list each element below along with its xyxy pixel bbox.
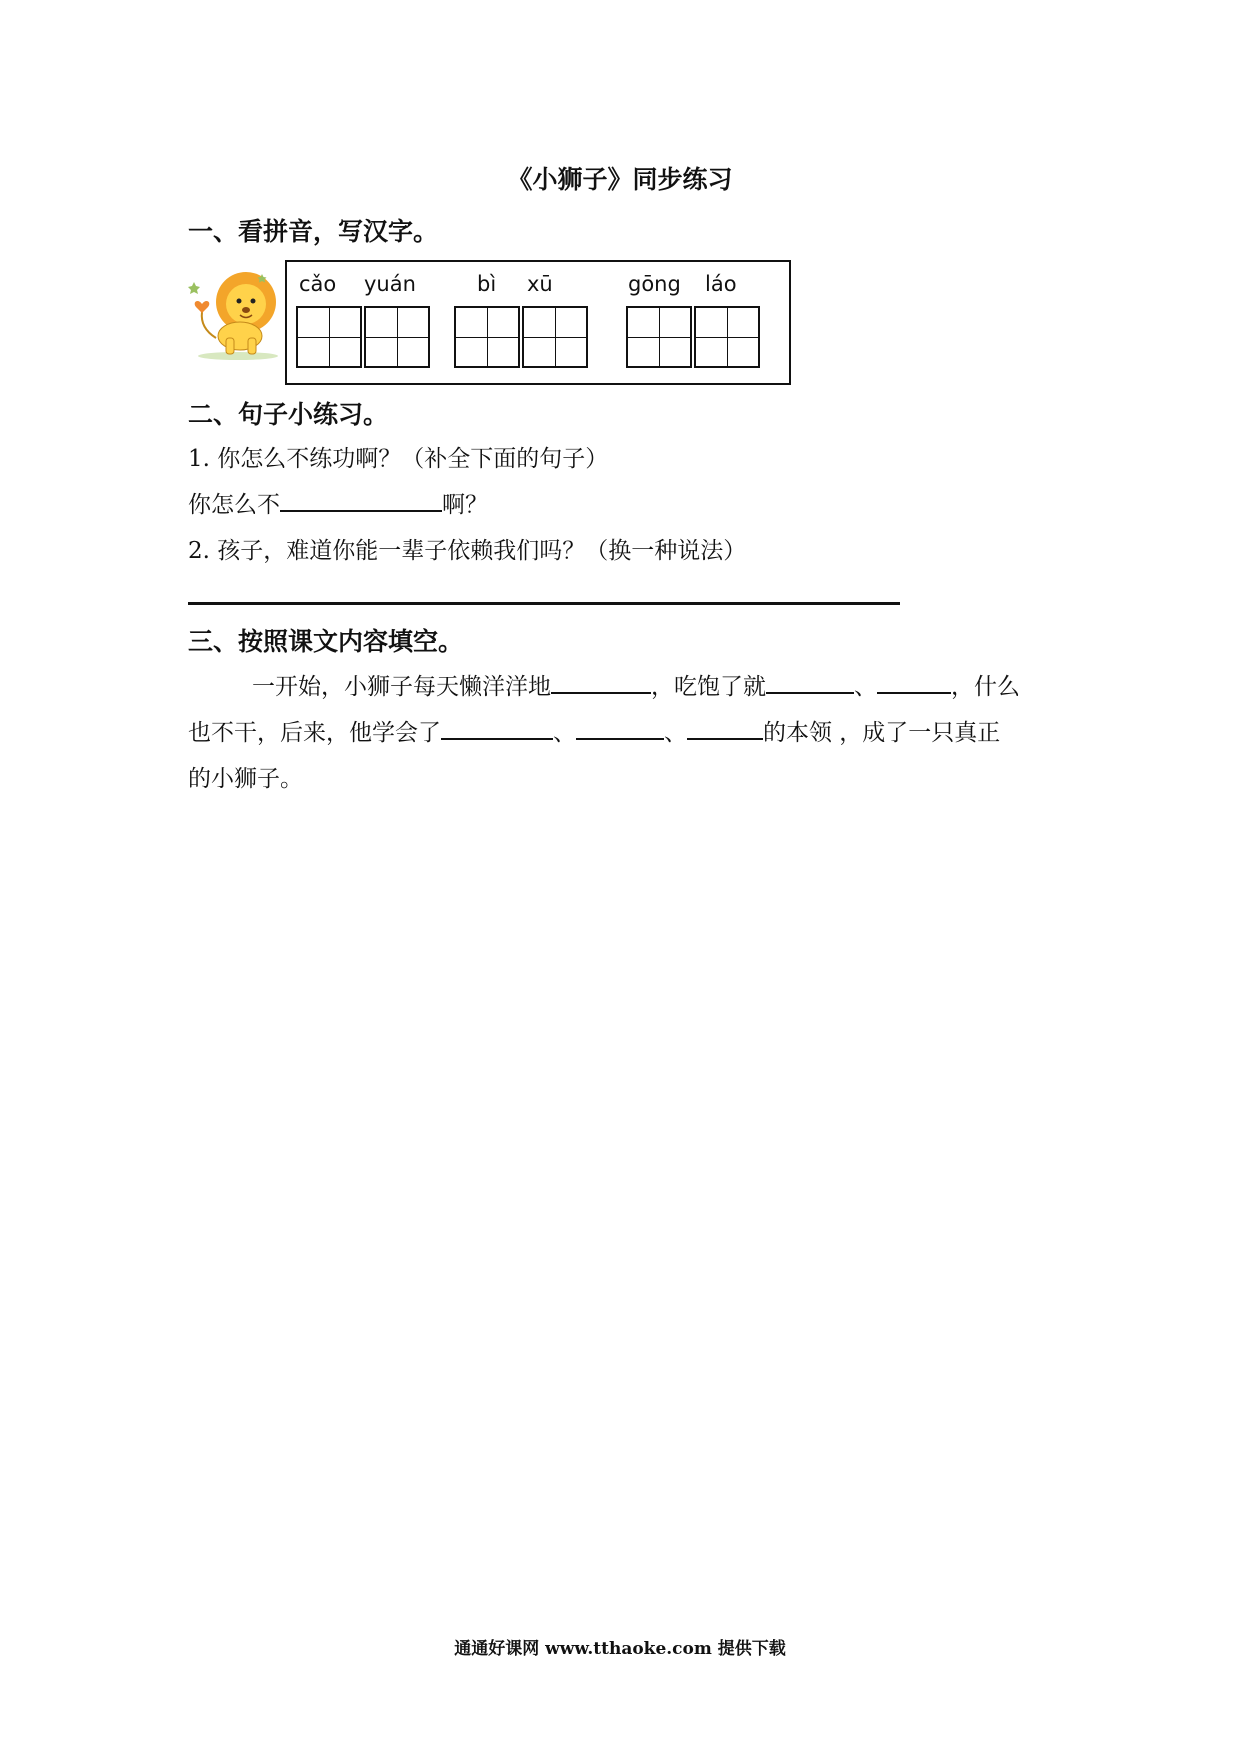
writing-grid-lao[interactable] — [694, 306, 760, 368]
pinyin-gong: gōng — [628, 272, 681, 296]
text: ，吃饱了就 — [651, 674, 766, 700]
pinyin-yuan: yuán — [364, 272, 416, 296]
text: 一开始，小狮子每天懒洋洋地 — [252, 674, 551, 700]
paragraph-line-1 — [252, 668, 1020, 701]
text: 的本领 ，成了一只真正 — [763, 720, 1001, 746]
section3-heading: 三、按照课文内容填空。 — [188, 627, 464, 656]
fill-blank-1[interactable] — [551, 670, 651, 694]
lion-icon — [188, 272, 278, 360]
section1-heading: 一、看拼音，写汉字。 — [188, 217, 439, 246]
fill-blank-5[interactable] — [576, 716, 664, 740]
question-1: 1. 你怎么不练功啊？（补全下面的句子） — [188, 446, 609, 472]
pinyin-cao: cǎo — [299, 272, 337, 296]
page-title: 《小狮子》同步练习 — [507, 165, 733, 194]
question-1-sentence — [188, 486, 488, 519]
text: 、 — [664, 720, 687, 746]
writing-grid-yuan[interactable] — [364, 306, 430, 368]
answer-line[interactable] — [188, 602, 900, 605]
pinyin-xu: xū — [527, 272, 553, 296]
paragraph-line-3: 的小狮子。 — [188, 766, 303, 792]
writing-grid-bi[interactable] — [454, 306, 520, 368]
fill-blank-6[interactable] — [687, 716, 763, 740]
text: 、 — [553, 720, 576, 746]
pinyin-lao: láo — [705, 272, 737, 296]
answer-blank[interactable] — [280, 488, 442, 512]
text: ，什么 — [951, 674, 1020, 700]
section2-heading: 二、句子小练习。 — [188, 400, 389, 429]
fill-blank-3[interactable] — [877, 670, 951, 694]
writing-grid-gong[interactable] — [626, 306, 692, 368]
text: 也不干，后来，他学会了 — [188, 720, 441, 746]
sentence-before: 你怎么不 — [188, 492, 280, 518]
pinyin-bi: bì — [477, 272, 497, 296]
writing-grid-xu[interactable] — [522, 306, 588, 368]
lion-illustration — [188, 268, 280, 360]
question-2: 2. 孩子，难道你能一辈子依赖我们吗？（换一种说法） — [188, 538, 747, 564]
writing-grid-cao[interactable] — [296, 306, 362, 368]
fill-blank-4[interactable] — [441, 716, 553, 740]
text: 、 — [854, 674, 877, 700]
paragraph-line-2 — [188, 714, 1000, 747]
sentence-after: 啊？ — [442, 492, 488, 518]
fill-blank-2[interactable] — [766, 670, 854, 694]
footer-credit: 通通好课网 www.tthaoke.com 提供下载 — [454, 1639, 786, 1659]
